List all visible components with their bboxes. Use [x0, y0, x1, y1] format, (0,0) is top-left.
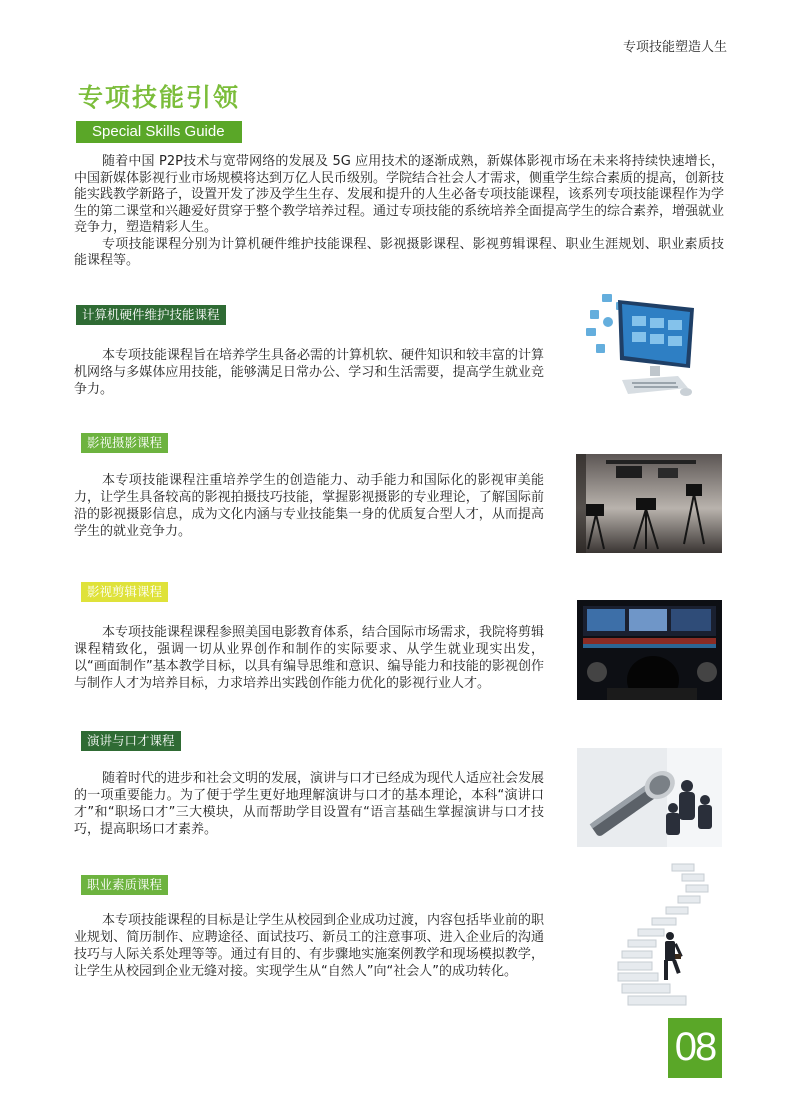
staircase-career-illustration [612, 860, 712, 1010]
video-editing-photo [577, 600, 722, 700]
intro-paragraph-1: 随着中国 P2P技术与宽带网络的发展及 5G 应用技术的逐渐成熟，新媒体影视市场在未来将持续快速增长，中国新媒体影视行业市场规模将达到万亿人民币级别。学院结合社会人才需求，侧重学生综合素质的提高，创新技能实践教学新路子，设置开发了涉及学生生存、发展和提升的人生必备专项技能课程，该系列专项技能课程作为学生的第二课堂和兴趣爱好贯穿于整个教学培养过程。通过专项技能的系统培养全面提高学生的综合素养，增强就业竞争力，塑造精彩人生。 [74, 154, 725, 235]
section-text-editing: 本专项技能课程课程参照美国电影教育体系，结合国际市场需求，我院将剪辑课程精致化，强调一切从业界创作和制作的实际要求、从学生就业现实出发，以“画面制作”基本教学目标，以具有编导思维和意识、编导能力和技能的影视创作与制作人才为培养目标，力求培养出实践创作能力优化的影视行业人才。 [74, 625, 545, 691]
page-number: 08 [668, 1018, 722, 1078]
section-text-career: 本专项技能课程的目标是让学生从校园到企业成功过渡，内容包括毕业前的职业规划、简历制作、应聘途径、面试技巧、新员工的注意事项、进入企业后的沟通技巧与人际关系处理等等。通过有目的、有步骤地实施案例教学和现场模拟教学，让学生从校园到企业无缝对接。实现学生从“自然人”向“社会人”的成功转化。 [74, 913, 545, 979]
subtitle-band: Special Skills Guide [76, 121, 242, 143]
section-tag-photography: 影视摄影课程 [81, 433, 168, 453]
intro-text [74, 154, 724, 270]
film-studio-photo [576, 454, 722, 553]
microphone-speech-photo [577, 748, 722, 847]
section-text-speech: 随着时代的进步和社会文明的发展，演讲与口才已经成为现代人适应社会发展的一项重要能力。为了便于学生更好地理解演讲与口才的基本理论，本科“演讲口才”和“职场口才”三大模块，从而帮助学目设置有“语言基础生掌握演讲与口才技巧，提高职场口才素养。 [74, 771, 545, 837]
section-tag-editing: 影视剪辑课程 [81, 582, 168, 602]
section-text-hardware: 本专项技能课程旨在培养学生具备必需的计算机软、硬件知识和较丰富的计算机网络与多媒体应用技能，能够满足日常办公、学习和生活需要，提高学生就业竞争力。 [74, 348, 545, 397]
intro-paragraph-2: 专项技能课程分别为计算机硬件维护技能课程、影视摄影课程、影视剪辑课程、职业生涯规划、职业素质技能课程等。 [74, 236, 724, 268]
section-tag-speech: 演讲与口才课程 [81, 731, 181, 751]
page-title: 专项技能引领 [78, 83, 241, 112]
section-text-photography: 本专项技能课程注重培养学生的创造能力、动手能力和国际化的影视审美能力，让学生具备较高的影视拍摄技巧技能，掌握影视摄影的专业理论，了解国际前沿的影视摄影信息，成为文化内涵与专业技能集一身的优质复合型人才，从而提高学生的就业竞争力。 [74, 473, 544, 539]
section-tag-career: 职业素质课程 [81, 875, 168, 895]
header-right-text: 专项技能塑造人生 [622, 40, 727, 55]
computer-hardware-illustration [582, 288, 700, 403]
section-tag-hardware: 计算机硬件维护技能课程 [76, 305, 226, 325]
